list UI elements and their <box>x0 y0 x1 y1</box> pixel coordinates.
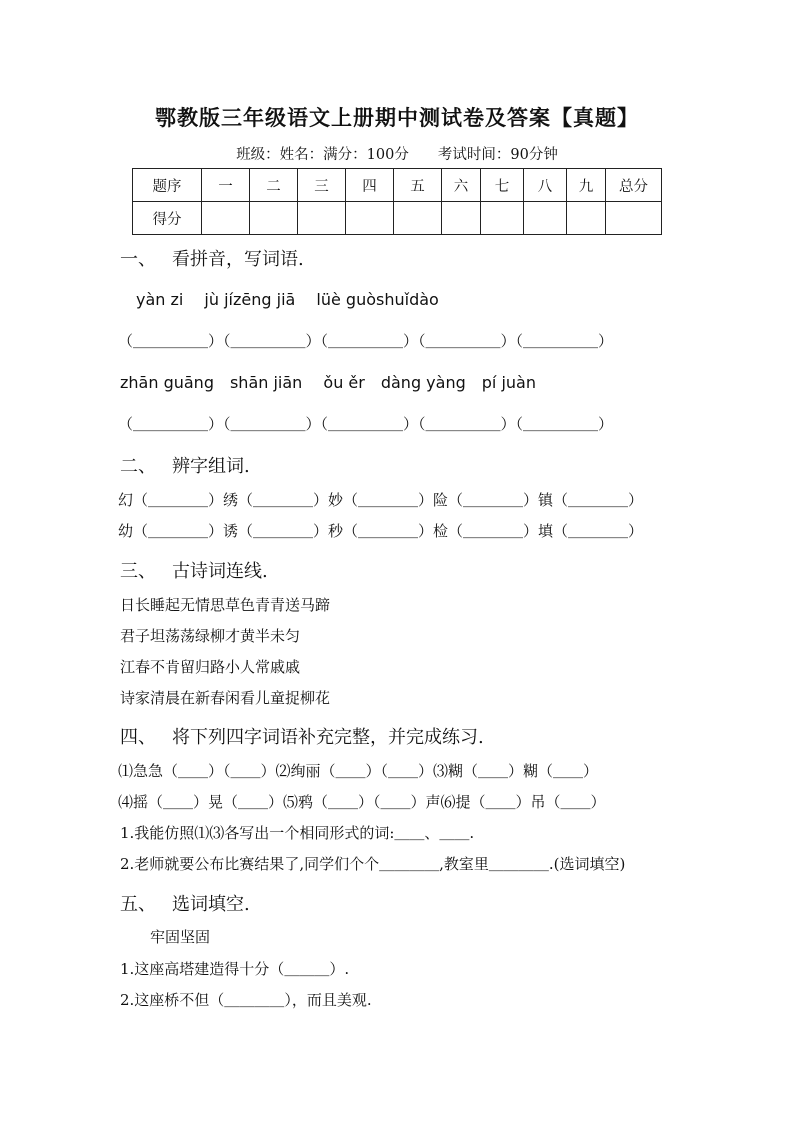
score-cell[interactable] <box>298 202 346 235</box>
header-cell: 八 <box>524 169 567 202</box>
header-cell: 七 <box>481 169 524 202</box>
poem-line: 诗家清晨在新春闲看儿童捉柳花 <box>120 689 331 707</box>
idiom-row-1[interactable]: ⑴急急（＿＿）（＿＿）⑵绚丽（＿＿）（＿＿）⑶糊（＿＿）糊（＿＿） <box>118 762 599 780</box>
header-cell: 一 <box>202 169 250 202</box>
idiom-row-2[interactable]: ⑷摇（＿＿）晃（＿＿）⑸鸦（＿＿）（＿＿）声⑹提（＿＿）吊（＿＿） <box>118 793 606 811</box>
score-table-score-row <box>133 202 662 235</box>
header-cell: 六 <box>442 169 481 202</box>
section-1-heading <box>120 245 304 271</box>
question-4-1[interactable]: 1.我能仿照⑴⑶各写出一个相同形式的词:＿＿、＿＿. <box>120 824 475 842</box>
section-number: 五、 <box>120 894 156 915</box>
question-5-2[interactable]: 2.这座桥不但（＿＿＿＿），而且美观. <box>120 991 372 1009</box>
page-title: 鄂教版三年级语文上册期中测试卷及答案【真题】 <box>155 105 639 130</box>
section-title: 辨字组词. <box>172 456 250 477</box>
score-cell[interactable] <box>567 202 606 235</box>
header-cell: 题序 <box>133 169 202 202</box>
poem-line: 君子坦荡荡绿柳才黄半未匀 <box>120 627 301 645</box>
header-cell: 九 <box>567 169 606 202</box>
header-cell: 三 <box>298 169 346 202</box>
score-cell[interactable] <box>606 202 662 235</box>
question-4-2[interactable]: 2.老师就要公布比赛结果了,同学们个个＿＿＿＿,教室里＿＿＿＿.(选词填空) <box>120 855 626 873</box>
answer-blanks-row-2[interactable]: （＿＿＿＿＿）（＿＿＿＿＿）（＿＿＿＿＿）（＿＿＿＿＿）（＿＿＿＿＿） <box>118 415 614 433</box>
row-label: 得分 <box>133 202 202 235</box>
score-cell[interactable] <box>442 202 481 235</box>
score-cell[interactable] <box>250 202 298 235</box>
poem-line: 日长睡起无情思草色青青送马蹄 <box>120 596 331 614</box>
header-cell: 四 <box>346 169 394 202</box>
poem-line: 江春不肯留归路小人常戚戚 <box>120 658 301 676</box>
section-number: 四、 <box>120 727 156 748</box>
char-group-row-1[interactable]: 幻（＿＿＿＿）绣（＿＿＿＿）妙（＿＿＿＿）险（＿＿＿＿）镇（＿＿＿＿） <box>118 491 644 509</box>
answer-blanks-row-1[interactable]: （＿＿＿＿＿）（＿＿＿＿＿）（＿＿＿＿＿）（＿＿＿＿＿）（＿＿＿＿＿） <box>118 332 614 350</box>
score-cell[interactable] <box>481 202 524 235</box>
section-title: 将下列四字词语补充完整，并完成练习. <box>172 727 484 748</box>
section-title: 古诗词连线. <box>172 561 268 582</box>
score-cell[interactable] <box>524 202 567 235</box>
exam-info: 班级：姓名：满分：100分 考试时间：90分钟 <box>236 147 558 163</box>
section-number: 一、 <box>120 249 156 270</box>
score-cell[interactable] <box>202 202 250 235</box>
question-5-1[interactable]: 1.这座高塔建造得十分（＿＿＿）. <box>120 960 350 978</box>
score-cell[interactable] <box>346 202 394 235</box>
section-title: 选词填空. <box>172 894 250 915</box>
pinyin-row-1: yàn zi jù jízēng jiā lüè guòshuǐdào <box>136 290 439 309</box>
section-3-heading <box>120 557 268 583</box>
section-5-heading <box>120 890 250 916</box>
section-title: 看拼音，写词语. <box>172 249 304 270</box>
score-table <box>132 168 662 235</box>
section-4-heading <box>120 723 484 749</box>
score-cell[interactable] <box>394 202 442 235</box>
header-cell: 五 <box>394 169 442 202</box>
section-number: 二、 <box>120 456 156 477</box>
char-group-row-2[interactable]: 幼（＿＿＿＿）诱（＿＿＿＿）秒（＿＿＿＿）检（＿＿＿＿）填（＿＿＿＿） <box>118 522 644 540</box>
section-number: 三、 <box>120 561 156 582</box>
header-cell: 总分 <box>606 169 662 202</box>
word-choices: 牢固坚固 <box>150 928 211 946</box>
header-cell: 二 <box>250 169 298 202</box>
section-2-heading <box>120 452 250 478</box>
pinyin-row-2: zhān guāng shān jiān ǒu ěr dàng yàng pí juàn <box>120 373 536 392</box>
score-table-header-row <box>133 169 662 202</box>
